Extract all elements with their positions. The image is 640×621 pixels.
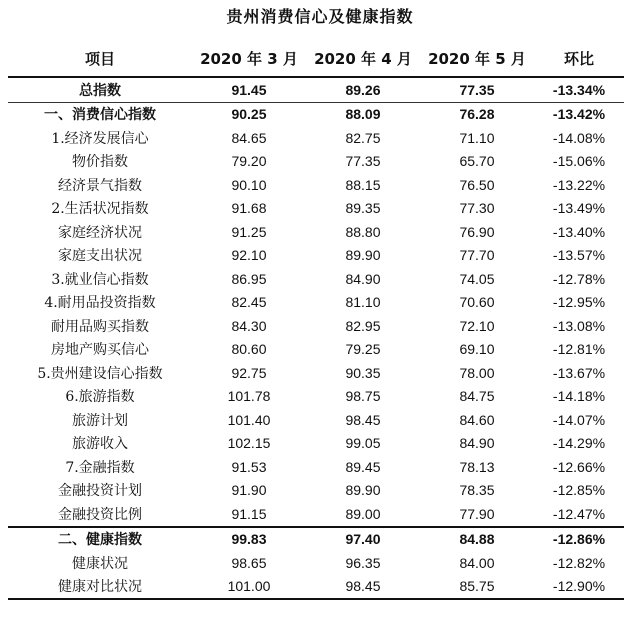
row-apr-cell: 88.15 <box>345 176 381 193</box>
row-may-cell: 84.90 <box>459 435 495 452</box>
row-mom-cell: -14.08% <box>552 129 606 146</box>
row-apr-cell: 81.10 <box>345 294 381 311</box>
row-item-cell: 6.旅游指数 <box>65 389 135 406</box>
table-title: 贵州消费信心及健康指数 <box>226 7 414 26</box>
row-may-cell: 76.50 <box>459 176 495 193</box>
row-apr-cell: 98.45 <box>306 575 420 600</box>
row-mom-cell: -13.57% <box>552 247 606 264</box>
row-mom-cell: -12.90% <box>534 575 624 600</box>
row-mar-cell: 91.45 <box>192 77 306 102</box>
row-apr-cell: 97.40 <box>306 527 420 552</box>
row-mom-cell: -13.42% <box>552 106 606 123</box>
row-mar-cell: 79.20 <box>231 153 267 170</box>
table-row <box>8 432 624 456</box>
row-mom-cell: -14.29% <box>552 435 606 452</box>
row-mar-cell: 101.00 <box>192 575 306 600</box>
row-may-cell: 84.00 <box>459 554 495 571</box>
row-mar-cell: 90.10 <box>231 176 267 193</box>
index-table <box>8 40 624 600</box>
row-apr-cell: 89.90 <box>345 482 381 499</box>
row-mom-cell: -12.66% <box>552 458 606 475</box>
header-mar: 2020 年 3 月 <box>200 49 298 68</box>
table-row <box>8 527 624 552</box>
row-apr-cell: 89.45 <box>345 458 381 475</box>
row-mar-cell: 82.45 <box>231 294 267 311</box>
row-apr-cell: 90.35 <box>345 364 381 381</box>
row-item-cell: 二、健康指数 <box>8 527 192 552</box>
header-may: 2020 年 5 月 <box>428 49 526 68</box>
row-item-cell: 1.经济发展信心 <box>51 130 149 147</box>
row-may-cell: 84.60 <box>459 411 495 428</box>
row-may-cell: 78.13 <box>459 458 495 475</box>
row-may-cell: 74.05 <box>459 270 495 287</box>
table-row <box>8 291 624 315</box>
row-item-cell: 金融投资比例 <box>58 506 142 523</box>
row-may-cell: 76.28 <box>459 106 495 123</box>
row-apr-cell: 89.26 <box>306 77 420 102</box>
row-may-cell: 78.35 <box>459 482 495 499</box>
table-row <box>8 385 624 409</box>
row-apr-cell: 98.45 <box>345 411 381 428</box>
row-may-cell: 76.90 <box>459 223 495 240</box>
row-mom-cell: -15.06% <box>552 153 606 170</box>
row-item-cell: 物价指数 <box>72 154 128 171</box>
header-mom: 环比 <box>563 49 594 68</box>
row-mom-cell: -14.18% <box>552 388 606 405</box>
row-mar-cell: 91.68 <box>231 200 267 217</box>
row-apr-cell: 99.05 <box>345 435 381 452</box>
header-item: 项目 <box>84 49 115 68</box>
row-mar-cell: 101.40 <box>227 411 271 428</box>
row-mom-cell: -12.85% <box>552 482 606 499</box>
table-row <box>8 361 624 385</box>
table-row <box>8 102 624 126</box>
row-mar-cell: 80.60 <box>231 341 267 358</box>
row-mar-cell: 86.95 <box>231 270 267 287</box>
row-mom-cell: -13.40% <box>552 223 606 240</box>
row-apr-cell: 77.35 <box>345 153 381 170</box>
row-apr-cell: 89.00 <box>345 505 381 522</box>
row-item-cell: 健康对比状况 <box>8 575 192 600</box>
row-item-cell: 房地产购买信心 <box>51 342 149 359</box>
table-row <box>8 173 624 197</box>
row-mom-cell: -13.08% <box>552 317 606 334</box>
table-row <box>8 551 624 575</box>
row-apr-cell: 82.75 <box>345 129 381 146</box>
table-row <box>8 77 624 102</box>
row-item-cell: 耐用品购买指数 <box>51 318 149 335</box>
header-apr: 2020 年 4 月 <box>314 49 412 68</box>
table-row <box>8 314 624 338</box>
row-apr-cell: 89.90 <box>345 247 381 264</box>
row-mom-cell: -13.34% <box>534 77 624 102</box>
row-may-cell: 78.00 <box>459 364 495 381</box>
row-item-cell: 家庭支出状况 <box>58 248 142 265</box>
row-item-cell: 7.金融指数 <box>65 459 135 476</box>
row-may-cell: 65.70 <box>459 153 495 170</box>
row-apr-cell: 82.95 <box>345 317 381 334</box>
table-row <box>8 126 624 150</box>
row-item-cell: 3.就业信心指数 <box>51 271 149 288</box>
table-row <box>8 479 624 503</box>
row-apr-cell: 89.35 <box>345 200 381 217</box>
table-row <box>8 150 624 174</box>
row-may-cell: 84.88 <box>420 527 534 552</box>
row-mom-cell: -12.81% <box>552 341 606 358</box>
row-apr-cell: 98.75 <box>345 388 381 405</box>
row-mom-cell: -12.86% <box>534 527 624 552</box>
table-row <box>8 408 624 432</box>
row-mar-cell: 91.53 <box>231 458 267 475</box>
row-apr-cell: 88.09 <box>345 106 381 123</box>
row-mar-cell: 91.90 <box>231 482 267 499</box>
row-mar-cell: 91.25 <box>231 223 267 240</box>
row-item-cell: 健康状况 <box>72 555 128 572</box>
row-apr-cell: 88.80 <box>345 223 381 240</box>
row-item-cell: 4.耐用品投资指数 <box>44 295 156 312</box>
row-mar-cell: 92.75 <box>231 364 267 381</box>
row-mom-cell: -13.67% <box>552 364 606 381</box>
row-may-cell: 84.75 <box>459 388 495 405</box>
row-mar-cell: 90.25 <box>231 106 267 123</box>
row-may-cell: 77.35 <box>420 77 534 102</box>
row-mar-cell: 84.65 <box>231 129 267 146</box>
row-apr-cell: 96.35 <box>345 554 381 571</box>
table-row <box>8 267 624 291</box>
row-may-cell: 69.10 <box>459 341 495 358</box>
row-item-cell: 5.贵州建设信心指数 <box>37 365 163 382</box>
table-row <box>8 244 624 268</box>
row-may-cell: 70.60 <box>459 294 495 311</box>
table-row <box>8 197 624 221</box>
row-mom-cell: -14.07% <box>552 411 606 428</box>
row-mar-cell: 98.65 <box>231 554 267 571</box>
row-mar-cell: 91.15 <box>231 505 267 522</box>
row-apr-cell: 84.90 <box>345 270 381 287</box>
row-mar-cell: 92.10 <box>231 247 267 264</box>
row-may-cell: 72.10 <box>459 317 495 334</box>
row-may-cell: 85.75 <box>420 575 534 600</box>
table-row <box>8 338 624 362</box>
row-may-cell: 77.30 <box>459 200 495 217</box>
header-row <box>8 40 624 77</box>
table-row <box>8 502 624 527</box>
row-item-cell: 2.生活状况指数 <box>51 201 149 218</box>
row-mom-cell: -12.82% <box>552 554 606 571</box>
row-mom-cell: -13.22% <box>552 176 606 193</box>
row-mar-cell: 99.83 <box>192 527 306 552</box>
row-item-cell: 家庭经济状况 <box>58 224 142 241</box>
row-item-cell: 经济景气指数 <box>58 177 142 194</box>
row-mom-cell: -13.49% <box>552 200 606 217</box>
row-item-cell: 旅游收入 <box>72 436 128 453</box>
table-row <box>8 455 624 479</box>
row-apr-cell: 79.25 <box>345 341 381 358</box>
row-item-cell: 一、消费信心指数 <box>44 107 156 124</box>
row-mar-cell: 101.78 <box>227 388 271 405</box>
row-mar-cell: 84.30 <box>231 317 267 334</box>
row-may-cell: 77.70 <box>459 247 495 264</box>
row-item-cell: 金融投资计划 <box>58 483 142 500</box>
row-may-cell: 71.10 <box>459 129 495 146</box>
row-item-cell: 总指数 <box>8 77 192 102</box>
row-may-cell: 77.90 <box>459 505 495 522</box>
table-row <box>8 220 624 244</box>
row-mom-cell: -12.47% <box>552 505 606 522</box>
row-item-cell: 旅游计划 <box>72 412 128 429</box>
row-mar-cell: 102.15 <box>227 435 271 452</box>
table-row <box>8 575 624 600</box>
row-mom-cell: -12.78% <box>552 270 606 287</box>
row-mom-cell: -12.95% <box>552 294 606 311</box>
